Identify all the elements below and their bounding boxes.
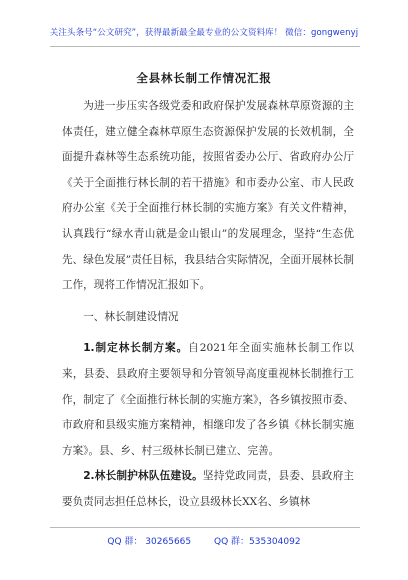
intro-paragraph: 为进一步压实各级党委和政府保护发展森林草原资源的主体责任，建立健全森林草原生态资源保护发展的长效机制，全面提升森林等生态系统功能，按照省委办公厅、省政府办公厅《关于全面推行林长制的若干措施》和市委办公室、市人民政府办公室《关于全面推行林长制的实施方案》有关文件精神，认真践行“绿水青山就是金山银山”的发展理念，坚持“生态优先、绿色发展”责任目标，我县结合实际情况，全面开展林长制工作，现将工作情况汇报如下。 (62, 100, 354, 292)
header-banner: 关注头条号“公文研究”，获得最新最全最专业的公文资料库！ 微信：gongwenyj (49, 28, 359, 38)
item2-text: 坚持党政同责，县委、县政府主要负责同志担任总林长，设立县级林长XX名、乡镇林 (62, 470, 354, 508)
item1-text: 自2021年全面实施林长制工作以来，县委、县政府主要领导和分管领导高度重视林长制推行工作，制定了《全面推行林长制的实施方案》，各乡镇按照市委、市政府和县级实施方案精神，相继印发了各乡镇《林长制实施方案》。县、乡、村三级林长制已建立、完善。 (62, 342, 354, 457)
item1-paragraph (62, 336, 354, 464)
footer-qq-1: QQ 群： 30265665 (107, 537, 192, 547)
footer-divider (50, 527, 360, 528)
section-heading: 一、林长制建设情况 (83, 310, 179, 323)
item2-paragraph (62, 464, 354, 515)
item1-lead: 1.制定林长制方案。 (83, 342, 189, 355)
footer (0, 534, 408, 547)
item2-lead: 2.林长制护林队伍建设。 (83, 470, 203, 483)
page-title: 全县林长制工作情况汇报 (136, 71, 272, 85)
document-body (62, 94, 354, 516)
footer-qq-2: QQ 群：535304092 (214, 537, 301, 547)
header-divider (50, 46, 360, 47)
